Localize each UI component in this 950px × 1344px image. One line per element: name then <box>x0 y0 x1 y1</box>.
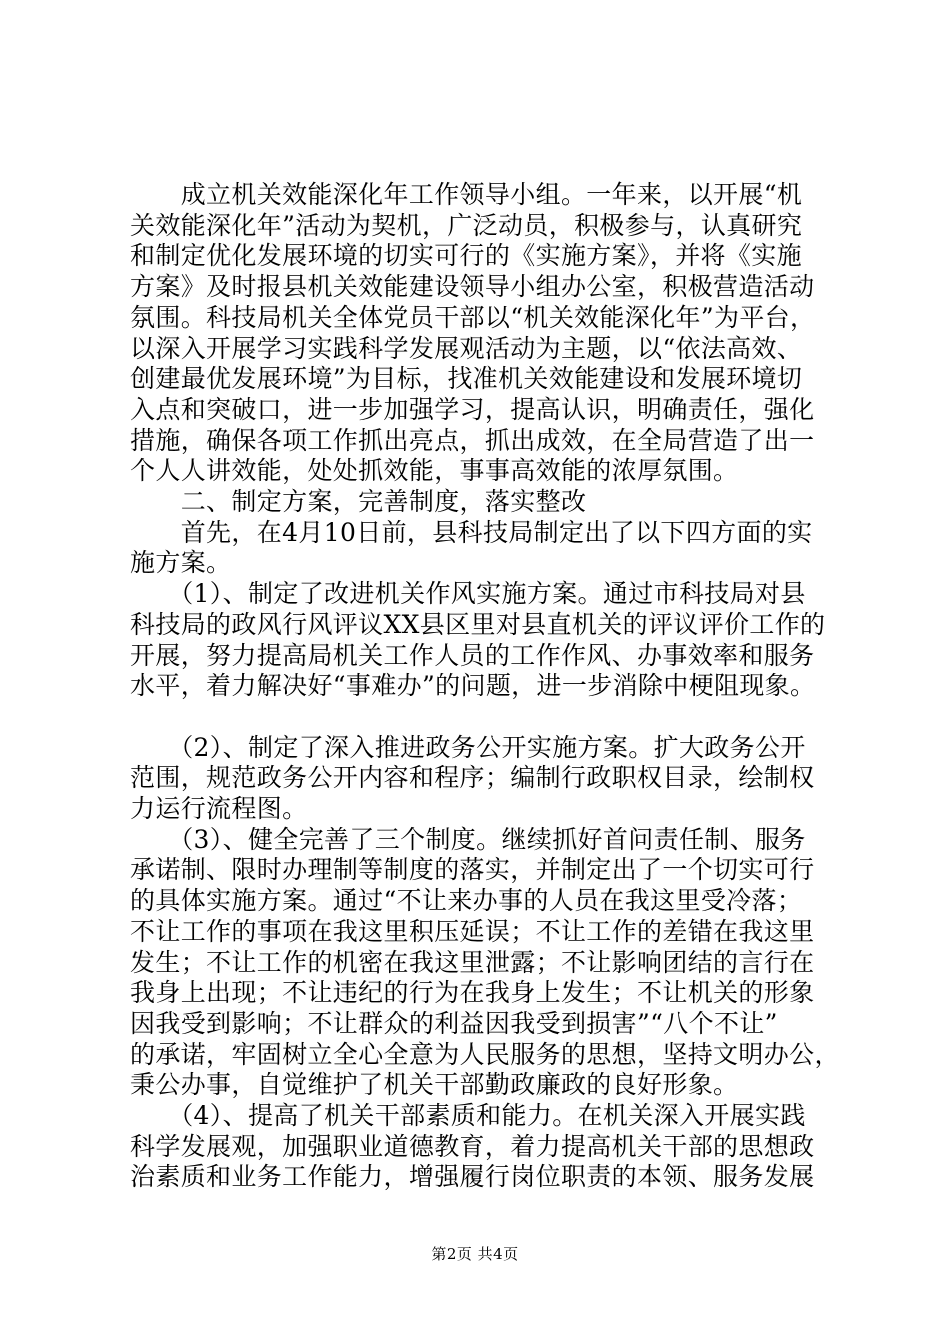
text-line: 开展，努力提高局机关工作人员的工作作风、办事效率和服务 <box>130 640 815 670</box>
text-line: （4）、提高了机关干部素质和能力。在机关深入开展实践 <box>130 1101 806 1131</box>
text-line: 发生；不让工作的机密在我这里泄露；不让影响团结的言行在 <box>130 947 815 977</box>
document-body <box>130 180 842 1193</box>
text-line: （1）、制定了改进机关作风实施方案。通过市科技局对县 <box>130 579 806 609</box>
text-line: 关效能深化年”活动为契机，广泛动员，积极参与，认真研究 <box>130 210 803 240</box>
text-line: 因我受到影响；不让群众的利益因我受到损害”“八个不让” <box>130 1008 778 1038</box>
text-line: 氛围。科技局机关全体党员干部以“机关效能深化年”为平台， <box>130 302 816 332</box>
text-line: 范围，规范政务公开内容和程序；编制行政职权目录，绘制权 <box>130 763 815 793</box>
text-line: 的承诺，牢固树立全心全意为人民服务的思想，坚持文明办公， <box>130 1039 840 1069</box>
text-line: 秉公办事，自觉维护了机关干部勤政廉政的良好形象。 <box>130 1070 739 1100</box>
text-line: 科技局的政风行风评议XX县区里对县直机关的评议评价工作的 <box>130 609 826 639</box>
text-line: 以深入开展学习实践科学发展观活动为主题，以“依法高效、 <box>130 333 803 363</box>
blank-line <box>130 702 842 733</box>
text-line: 科学发展观，加强职业道德教育，着力提高机关干部的思想政 <box>130 1131 815 1161</box>
text-line: 首先，在4月10日前，县科技局制定出了以下四方面的实 <box>130 517 813 547</box>
text-line: 个人人讲效能，处处抓效能，事事高效能的浓厚氛围。 <box>130 456 739 486</box>
text-line: 和制定优化发展环境的切实可行的《实施方案》，并将《实施 <box>130 241 802 271</box>
text-line: 治素质和业务工作能力，增强履行岗位职责的本领、服务发展 <box>130 1162 815 1192</box>
text-line: 不让工作的事项在我这里积压延误；不让工作的差错在我这里 <box>130 916 815 946</box>
text-line: 入点和突破口，进一步加强学习，提高认识，明确责任，强化 <box>130 394 815 424</box>
text-line: 创建最优发展环境”为目标，找准机关效能建设和发展环境切 <box>130 364 803 394</box>
text-line: 的具体实施方案。通过“不让来办事的人员在我这里受冷落； <box>130 886 803 916</box>
text-line: 方案》及时报县机关效能建设领导小组办公室，积极营造活动 <box>130 272 815 302</box>
text-line: （2）、制定了深入推进政务公开实施方案。扩大政务公开 <box>130 732 806 762</box>
text-line: 我身上出现；不让违纪的行为在我身上发生；不让机关的形象 <box>130 978 815 1008</box>
page-footer: 第2页 共4页 <box>431 1245 519 1263</box>
text-line: 水平，着力解决好“事难办”的问题，进一步消除中梗阻现象。 <box>130 671 816 701</box>
text-line: （3）、健全完善了三个制度。继续抓好首问责任制、服务 <box>130 824 806 854</box>
text-line: 措施，确保各项工作抓出亮点，抓出成效，在全局营造了出一 <box>130 425 815 455</box>
text-line: 力运行流程图。 <box>130 794 308 824</box>
text-line: 施方案。 <box>130 548 232 578</box>
text-line: 承诺制、限时办理制等制度的落实，并制定出了一个切实可行 <box>130 855 815 885</box>
text-line: 二、制定方案，完善制度，落实整改 <box>130 487 587 517</box>
text-line: 成立机关效能深化年工作领导小组。一年来，以开展“机 <box>130 180 803 209</box>
